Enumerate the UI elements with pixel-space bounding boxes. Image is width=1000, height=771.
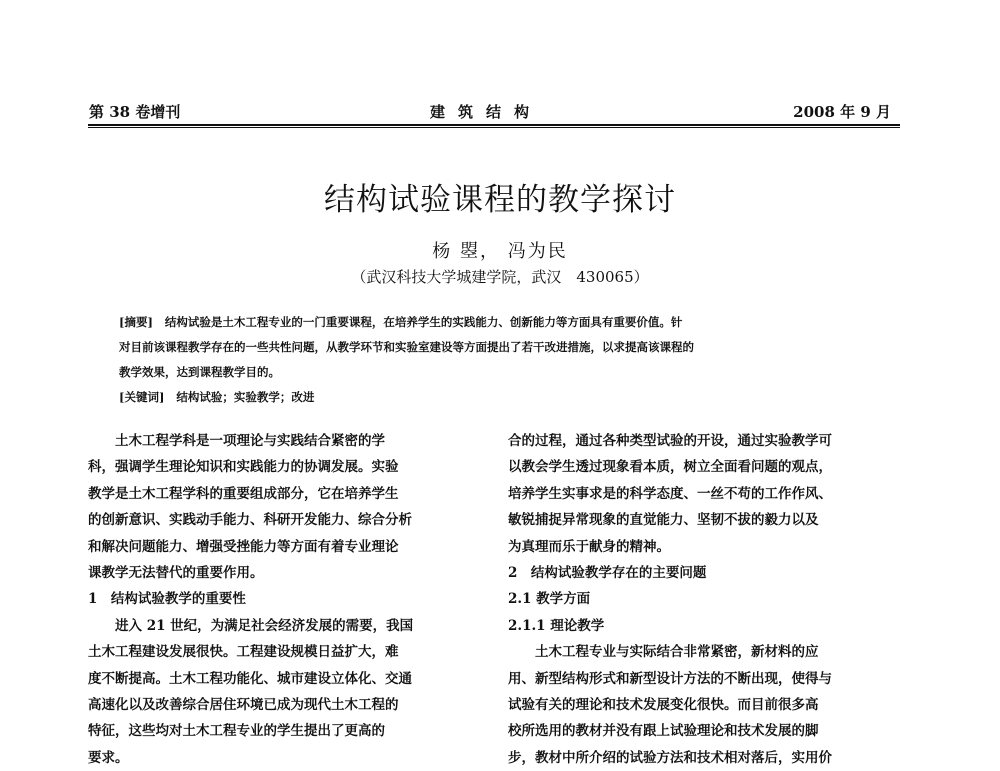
body-column-right (508, 428, 902, 771)
subsection-heading-2-1: 2.1 教学方面 (508, 591, 591, 608)
keywords-line (119, 389, 314, 405)
body-line: 培养学生实事求是的科学态度、一丝不苟的工作作风、 (508, 485, 832, 502)
running-header-journal: 建筑结构 (430, 103, 543, 121)
body-line: 为真理而乐于献身的精神。 (508, 538, 670, 555)
abstract-text-1: 结构试验是土木工程专业的一门重要课程，在培养学生的实践能力、创新能力等方面具有重要价值。针 (164, 315, 683, 329)
section-heading-1: 1 结构试验教学的重要性 (88, 591, 246, 608)
body-line: 和解决问题能力、增强受挫能力等方面有着专业理论 (88, 538, 399, 555)
header-rule-thin (88, 127, 900, 128)
body-line: 步，教材中所介绍的试验方法和技术相对落后，实用价 (508, 749, 832, 766)
body-line: 度不断提高。土木工程功能化、城市建设立体化、交通 (88, 670, 412, 687)
body-line: 土木工程学科是一项理论与实践结合紧密的学 (115, 433, 385, 449)
subsubsection-heading-2-1-1: 2.1.1 理论教学 (508, 617, 605, 634)
body-line: 的创新意识、实践动手能力、科研开发能力、综合分析 (88, 512, 412, 529)
body-line: 教学是土木工程学科的重要组成部分，它在培养学生 (88, 485, 399, 502)
paper-authors: 杨 曌， 冯为民 (432, 241, 568, 262)
body-line: 土木工程建设发展很快。工程建设规模日益扩大，难 (88, 644, 399, 661)
running-header-volume: 第 38 卷增刊 (89, 103, 181, 121)
keywords-label: [关键词] (119, 390, 165, 404)
body-line: 试验有关的理论和技术发展变化很快。而目前很多高 (508, 696, 819, 713)
body-line: 以教会学生透过现象看本质，树立全面看问题的观点， (508, 459, 832, 476)
body-line: 进入 21 世纪，为满足社会经济发展的需要，我国 (115, 617, 414, 634)
body-line: 高速化以及改善综合居住环境已成为现代土木工程的 (88, 696, 399, 713)
body-column-left (88, 428, 486, 771)
body-line: 课教学无法替代的重要作用。 (88, 564, 264, 581)
paper-affiliation: （武汉科技大学城建学院，武汉 430065） (351, 268, 649, 286)
keywords-text: 结构试验；实验教学；改进 (176, 390, 315, 404)
body-line: 用、新型结构形式和新型设计方法的不断出现，使得与 (508, 670, 832, 687)
body-line: 科，强调学生理论知识和实践能力的协调发展。实验 (88, 459, 399, 476)
body-line: 校所选用的教材并没有跟上试验理论和技术发展的脚 (508, 723, 819, 740)
section-heading-2: 2 结构试验教学存在的主要问题 (508, 564, 707, 581)
body-line: 特征，这些均对土木工程专业的学生提出了更高的 (88, 723, 385, 740)
body-line: 敏锐捕捉异常现象的直觉能力、坚韧不拔的毅力以及 (508, 512, 819, 529)
body-line: 要求。 (88, 749, 129, 766)
header-rule-thick (88, 124, 900, 126)
abstract-line-1 (119, 314, 682, 330)
abstract-text-2: 对目前该课程教学存在的一些共性问题，从教学环节和实验室建设等方面提出了若干改进措施，以求提高该课程的 (119, 340, 694, 354)
abstract-label: [摘要] (119, 315, 153, 329)
paper-title: 结构试验课程的教学探讨 (324, 182, 676, 218)
abstract-text-3: 教学效果，达到课程教学目的。 (119, 365, 280, 379)
body-line: 土木工程专业与实际结合非常紧密，新材料的应 (535, 644, 819, 661)
running-header-date: 2008 年 9 月 (793, 103, 891, 121)
body-line: 合的过程，通过各种类型试验的开设，通过实验教学可 (508, 433, 832, 449)
